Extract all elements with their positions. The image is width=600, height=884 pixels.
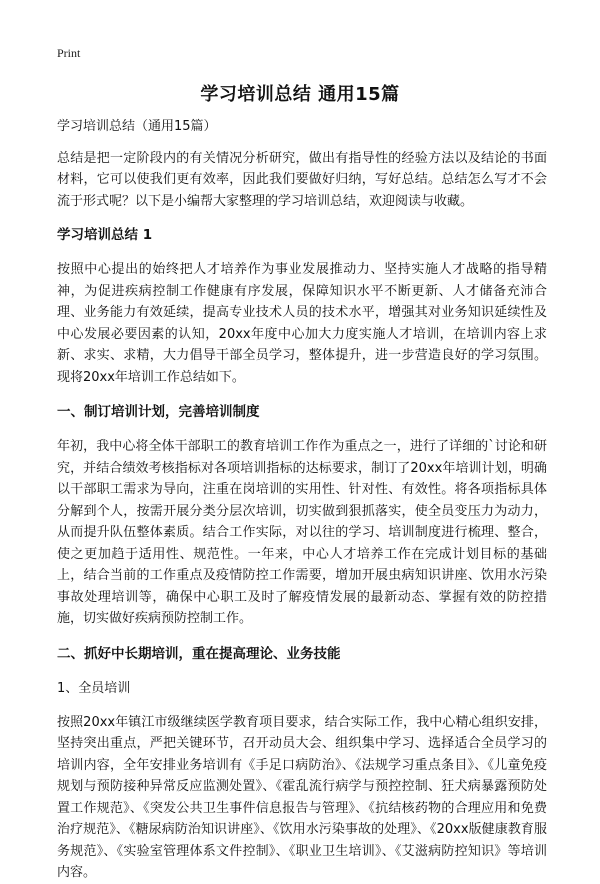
document-title: 学习培训总结 通用15篇 bbox=[200, 84, 400, 105]
section-heading-1: 学习培训总结 1 bbox=[57, 227, 153, 243]
print-label[interactable]: Print bbox=[57, 46, 81, 60]
section-paragraph: 按照中心提出的始终把人才培养作为事业发展推动力、坚持实施人才战略的指导精神，为促进疾病控制工作健康有序发展，保障知识水平不断更新、人才储备充沛合理、业务能力有效延续，提高专业技术人员的技术水平，增强其对业务知识延续性及中心发展必要因素的认知，20xx年度中心加大力度实施人才培训，在培训内容上求新、求实、求精，大力倡导干部全员学习，整体提升，进一步营造良好的学习氛围。现将20xx年培训工作总结如下。 bbox=[57, 262, 547, 385]
subsection-heading: 1、全员培训 bbox=[57, 680, 131, 696]
subsection-paragraph: 按照20xx年镇江市级继续医学教育项目要求，结合实际工作，我中心精心组织安排，坚持突出重点，严把关键环节，召开动员大会、组织集中学习、选择适合全员学习的培训内容，全年安排业务培训有《手足口病防治》、《法规学习重点条目》、《儿童免疫规划与预防接种异常反应监测处置》、《霍乱流行病学与预控控制、狂犬病暴露预防处置工作规范》、《突发公共卫生事件信息报告与管理》、《抗结核药物的合理应用和免费治疗规范》、《糖尿病防治知识讲座》、《饮用水污染事故的处理》、《20xx版健康教育服务规范》、《实验室管理体系文件控制》、《职业卫生培训》、《艾滋病防控知识》等培训内容。 bbox=[57, 714, 547, 880]
document-subtitle: 学习培训总结（通用15篇） bbox=[57, 119, 217, 134]
intro-paragraph: 总结是把一定阶段内的有关情况分析研究，做出有指导性的经验方法以及结论的书面材料，它可以使我们更有效率，因此我们要做好归纳，写好总结。总结怎么写才不会流于形式呢？以下是小编帮大家整理的学习培训总结，欢迎阅读与收藏。 bbox=[57, 150, 547, 209]
document-body bbox=[57, 116, 547, 884]
part-heading-1: 一、制订培训计划，完善培训制度 bbox=[57, 404, 260, 420]
part-paragraph: 年初，我中心将全体干部职工的教育培训工作作为重点之一，进行了详细的`讨论和研究，并结合绩效考核指标对各项培训指标的达标要求，制订了20xx年培训计划，明确以干部职工需求为导向，注重在岗培训的实用性、针对性、有效性。将各项指标具体分解到个人，按需开展分类分层次培训，切实做到狠抓落实，使全员变压力为动力，从而提升队伍整体素质。结合工作实际，对以往的学习、培训制度进行梳理、整合，使之更加趋于适用性、规范性。一年来，中心人才培养工作在完成计划目标的基础上，结合当前的工作重点及疫情防控工作需要，增加开展虫病知识讲座、饮用水污染事故处理培训等，确保中心职工及时了解疫情发展的最新动态、掌握有效的防控措施，切实做好疾病预防控制工作。 bbox=[57, 439, 547, 626]
part-heading-2: 二、抓好中长期培训，重在提高理论、业务技能 bbox=[57, 645, 341, 662]
